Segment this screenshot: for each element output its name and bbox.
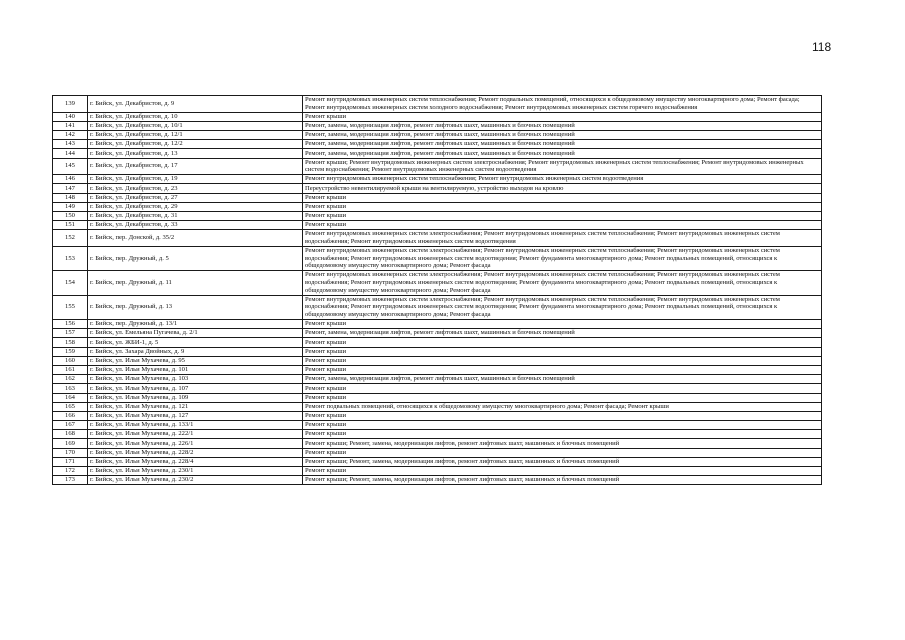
row-address: г. Бийск, ул. Декабристов, д. 27 <box>88 193 303 202</box>
row-works: Ремонт крыши; Ремонт, замена, модернизация лифтов, ремонт лифтовых шахт, машинных и блочных помещений <box>303 439 822 448</box>
row-works: Ремонт внутридомовых инженерных систем электроснабжения; Ремонт внутридомовых инженерных систем теплоснабжения; Ремонт внутридомовых инженерных систем водоснабжения; Ремонт внутридомовых инженерных систем водоотведения; Ремонт фундамента многоквартирного дома; Ремонт подвальных помещений, относящихся к общедомовому имуществу многоквартирного дома; Ремонт фасада <box>303 246 822 270</box>
row-address: г. Бийск, пер. Донской, д. 35/2 <box>88 230 303 247</box>
row-number: 161 <box>53 365 88 374</box>
table-row <box>53 320 822 329</box>
page-number: 118 <box>812 40 832 54</box>
row-address: г. Бийск, ул. Ильи Мухачева, д. 226/1 <box>88 439 303 448</box>
row-address: г. Бийск, ул. Декабристов, д. 12/1 <box>88 130 303 139</box>
row-works: Ремонт крыши <box>303 411 822 420</box>
row-number: 141 <box>53 121 88 130</box>
table-row <box>53 96 822 113</box>
row-works: Ремонт крыши <box>303 112 822 121</box>
row-number: 153 <box>53 246 88 270</box>
row-number: 148 <box>53 193 88 202</box>
row-works: Ремонт, замена, модернизация лифтов, ремонт лифтовых шахт, машинных и блочных помещений <box>303 149 822 158</box>
row-works: Ремонт внутридомовых инженерных систем электроснабжения; Ремонт внутридомовых инженерных систем теплоснабжения; Ремонт внутридомовых инженерных систем водоснабжения; Ремонт внутридомовых инженерных систем водоотведения; Ремонт фундамента многоквартирного дома; Ремонт подвальных помещений, относящихся к общедомовому имуществу многоквартирного дома; Ремонт фасада <box>303 295 822 319</box>
table-row <box>53 184 822 193</box>
table-row <box>53 384 822 393</box>
row-works: Ремонт подвальных помещений, относящихся к общедомовому имуществу многоквартирного дома; Ремонт фасада; Ремонт крыши <box>303 402 822 411</box>
row-address: г. Бийск, ул. Ильи Мухачева, д. 121 <box>88 402 303 411</box>
table-row <box>53 140 822 149</box>
row-address: г. Бийск, ул. Емельяна Пугачева, д. 2/1 <box>88 329 303 338</box>
row-works: Ремонт крыши <box>303 430 822 439</box>
row-works: Ремонт крыши <box>303 365 822 374</box>
row-address: г. Бийск, ул. Ильи Мухачева, д. 109 <box>88 393 303 402</box>
table-row <box>53 112 822 121</box>
row-works: Ремонт, замена, модернизация лифтов, ремонт лифтовых шахт, машинных и блочных помещений <box>303 329 822 338</box>
row-number: 172 <box>53 467 88 476</box>
row-number: 147 <box>53 184 88 193</box>
row-number: 154 <box>53 271 88 295</box>
row-address: г. Бийск, ул. Декабристов, д. 31 <box>88 211 303 220</box>
row-address: г. Бийск, ул. Ильи Мухачева, д. 103 <box>88 375 303 384</box>
table-row <box>53 421 822 430</box>
table-row <box>53 402 822 411</box>
repair-register-table <box>52 95 822 485</box>
row-works: Ремонт крыши <box>303 356 822 365</box>
row-number: 158 <box>53 338 88 347</box>
table-row <box>53 149 822 158</box>
row-number: 139 <box>53 96 88 113</box>
row-works: Ремонт крыши; Ремонт внутридомовых инженерных систем электроснабжения; Ремонт внутридомовых инженерных систем теплоснабжения; Ремонт внутридомовых инженерных систем водоснабжения; Ремонт внутридомовых инженерных систем водоотведения <box>303 158 822 175</box>
row-number: 170 <box>53 448 88 457</box>
row-number: 162 <box>53 375 88 384</box>
row-number: 156 <box>53 320 88 329</box>
row-number: 145 <box>53 158 88 175</box>
row-number: 169 <box>53 439 88 448</box>
table-row <box>53 271 822 295</box>
row-number: 152 <box>53 230 88 247</box>
row-number: 163 <box>53 384 88 393</box>
row-works: Ремонт крыши <box>303 221 822 230</box>
row-number: 167 <box>53 421 88 430</box>
row-address: г. Бийск, пер. Дружный, д. 13 <box>88 295 303 319</box>
table-row <box>53 476 822 485</box>
row-address: г. Бийск, ул. Декабристов, д. 13 <box>88 149 303 158</box>
row-address: г. Бийск, пер. Дружный, д. 13/1 <box>88 320 303 329</box>
row-number: 155 <box>53 295 88 319</box>
row-works: Ремонт внутридомовых инженерных систем теплоснабжения; Ремонт внутридомовых инженерных систем водоотведения <box>303 175 822 184</box>
table-row <box>53 130 822 139</box>
row-number: 142 <box>53 130 88 139</box>
row-address: г. Бийск, ул. Ильи Мухачева, д. 127 <box>88 411 303 420</box>
row-address: г. Бийск, ул. Ильи Мухачева, д. 95 <box>88 356 303 365</box>
row-number: 144 <box>53 149 88 158</box>
row-address: г. Бийск, ул. Ильи Мухачева, д. 222/1 <box>88 430 303 439</box>
row-address: г. Бийск, пер. Дружный, д. 11 <box>88 271 303 295</box>
row-works: Ремонт, замена, модернизация лифтов, ремонт лифтовых шахт, машинных и блочных помещений <box>303 375 822 384</box>
row-works: Ремонт крыши; Ремонт, замена, модернизация лифтов, ремонт лифтовых шахт, машинных и блочных помещений <box>303 457 822 466</box>
table-row <box>53 246 822 270</box>
table-row <box>53 211 822 220</box>
row-number: 171 <box>53 457 88 466</box>
row-works: Ремонт крыши <box>303 211 822 220</box>
row-works: Ремонт крыши <box>303 467 822 476</box>
row-number: 168 <box>53 430 88 439</box>
row-address: г. Бийск, ул. Декабристов, д. 29 <box>88 202 303 211</box>
table-row <box>53 338 822 347</box>
row-works: Ремонт крыши <box>303 347 822 356</box>
row-address: г. Бийск, ул. Декабристов, д. 23 <box>88 184 303 193</box>
row-number: 140 <box>53 112 88 121</box>
row-works: Ремонт крыши <box>303 384 822 393</box>
table-row <box>53 467 822 476</box>
row-address: г. Бийск, ул. Ильи Мухачева, д. 230/2 <box>88 476 303 485</box>
row-address: г. Бийск, ул. Декабристов, д. 17 <box>88 158 303 175</box>
row-number: 160 <box>53 356 88 365</box>
table-row <box>53 393 822 402</box>
row-number: 150 <box>53 211 88 220</box>
row-works: Ремонт крыши <box>303 338 822 347</box>
row-address: г. Бийск, ул. Декабристов, д. 10 <box>88 112 303 121</box>
row-number: 157 <box>53 329 88 338</box>
table-row <box>53 121 822 130</box>
row-address: г. Бийск, ул. Декабристов, д. 10/1 <box>88 121 303 130</box>
table-row <box>53 347 822 356</box>
table-row <box>53 230 822 247</box>
table-row <box>53 356 822 365</box>
row-address: г. Бийск, пер. Дружный, д. 5 <box>88 246 303 270</box>
row-number: 166 <box>53 411 88 420</box>
row-address: г. Бийск, ул. Захара Двойных, д. 9 <box>88 347 303 356</box>
row-works: Ремонт крыши <box>303 193 822 202</box>
row-works: Переустройство невентилируемой крыши на вентилируемую, устройство выходов на кровлю <box>303 184 822 193</box>
row-address: г. Бийск, ул. Декабристов, д. 19 <box>88 175 303 184</box>
table-row <box>53 448 822 457</box>
table-row <box>53 430 822 439</box>
table-row <box>53 175 822 184</box>
row-address: г. Бийск, ул. ЖБИ-1, д. 5 <box>88 338 303 347</box>
row-number: 151 <box>53 221 88 230</box>
row-works: Ремонт внутридомовых инженерных систем электроснабжения; Ремонт внутридомовых инженерных систем теплоснабжения; Ремонт внутридомовых инженерных систем водоснабжения; Ремонт внутридомовых инженерных систем водоотведения; Ремонт фундамента многоквартирного дома; Ремонт подвальных помещений, относящихся к общедомовому имуществу многоквартирного дома; Ремонт фасада <box>303 271 822 295</box>
row-address: г. Бийск, ул. Ильи Мухачева, д. 133/1 <box>88 421 303 430</box>
row-works: Ремонт крыши <box>303 320 822 329</box>
row-works: Ремонт крыши <box>303 448 822 457</box>
row-number: 159 <box>53 347 88 356</box>
row-address: г. Бийск, ул. Ильи Мухачева, д. 228/4 <box>88 457 303 466</box>
row-works: Ремонт, замена, модернизация лифтов, ремонт лифтовых шахт, машинных и блочных помещений <box>303 121 822 130</box>
table-row <box>53 158 822 175</box>
row-address: г. Бийск, ул. Декабристов, д. 12/2 <box>88 140 303 149</box>
table-row <box>53 365 822 374</box>
row-works: Ремонт внутридомовых инженерных систем теплоснабжения; Ремонт подвальных помещений, относящихся к общедомовому имуществу многоквартирного дома; Ремонт фасада; Ремонт внутридомовых инженерных систем холодного водоснабжения; Ремонт внутридомовых инженерных систем горячего водоснабжения <box>303 96 822 113</box>
row-works: Ремонт, замена, модернизация лифтов, ремонт лифтовых шахт, машинных и блочных помещений <box>303 130 822 139</box>
row-address: г. Бийск, ул. Ильи Мухачева, д. 230/1 <box>88 467 303 476</box>
row-works: Ремонт крыши; Ремонт, замена, модернизация лифтов, ремонт лифтовых шахт, машинных и блочных помещений <box>303 476 822 485</box>
row-address: г. Бийск, ул. Декабристов, д. 33 <box>88 221 303 230</box>
row-works: Ремонт внутридомовых инженерных систем электроснабжения; Ремонт внутридомовых инженерных систем теплоснабжения; Ремонт внутридомовых инженерных систем водоснабжения; Ремонт внутридомовых инженерных систем водоотведения <box>303 230 822 247</box>
row-works: Ремонт крыши <box>303 393 822 402</box>
table-row <box>53 193 822 202</box>
table-row <box>53 439 822 448</box>
row-number: 164 <box>53 393 88 402</box>
row-works: Ремонт, замена, модернизация лифтов, ремонт лифтовых шахт, машинных и блочных помещений <box>303 140 822 149</box>
row-address: г. Бийск, ул. Ильи Мухачева, д. 101 <box>88 365 303 374</box>
row-number: 149 <box>53 202 88 211</box>
table-body <box>53 96 822 485</box>
row-number: 146 <box>53 175 88 184</box>
table-row <box>53 221 822 230</box>
table-row <box>53 295 822 319</box>
row-number: 143 <box>53 140 88 149</box>
row-address: г. Бийск, ул. Ильи Мухачева, д. 228/2 <box>88 448 303 457</box>
row-number: 165 <box>53 402 88 411</box>
table-row <box>53 457 822 466</box>
table-row <box>53 411 822 420</box>
row-address: г. Бийск, ул. Декабристов, д. 9 <box>88 96 303 113</box>
table-row <box>53 375 822 384</box>
row-number: 173 <box>53 476 88 485</box>
row-address: г. Бийск, ул. Ильи Мухачева, д. 107 <box>88 384 303 393</box>
table-row <box>53 329 822 338</box>
row-works: Ремонт крыши <box>303 421 822 430</box>
row-works: Ремонт крыши <box>303 202 822 211</box>
table-row <box>53 202 822 211</box>
